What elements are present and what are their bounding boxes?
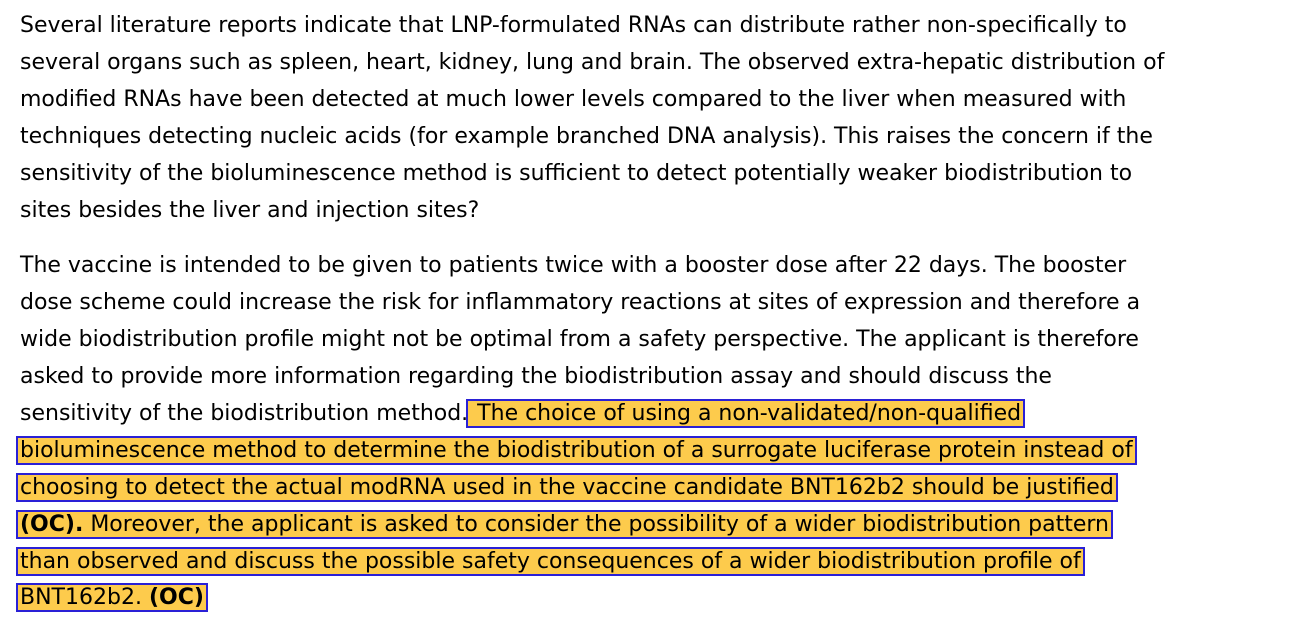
text-line: modified RNAs have been detected at much lower levels compared to the liver when measured with bbox=[20, 87, 1127, 112]
text-line bbox=[18, 550, 1083, 574]
plain-text: sensitivity of the biodistribution method. bbox=[20, 401, 469, 426]
text-line bbox=[18, 586, 206, 610]
highlighted-text: choosing to detect the actual modRNA used in the vaccine candidate BNT162b2 should be justified bbox=[20, 475, 1114, 500]
product-name: BNT162b2. bbox=[20, 585, 142, 610]
text-line bbox=[18, 439, 1135, 463]
highlighted-text: The choice of using a non-validated/non-qualified bbox=[470, 401, 1022, 426]
text-line: The vaccine is intended to be given to patients twice with a booster dose after 22 days. The booster bbox=[20, 253, 1127, 278]
text-line: asked to provide more information regarding the biodistribution assay and should discuss the bbox=[20, 364, 1052, 389]
text-line: sensitivity of the bioluminescence method is sufficient to detect potentially weaker biodistribution to bbox=[20, 161, 1133, 186]
highlighted-text: bioluminescence method to determine the biodistribution of a surrogate luciferase protein instead of bbox=[20, 438, 1133, 463]
text-line: sites besides the liver and injection sites? bbox=[20, 198, 480, 223]
text-line bbox=[18, 476, 1116, 500]
highlighted-text: than observed and discuss the possible safety consequences of a wider biodistribution profile of bbox=[20, 549, 1081, 574]
text-line: wide biodistribution profile might not be optimal from a safety perspective. The applicant is therefore bbox=[20, 327, 1139, 352]
text-line bbox=[18, 513, 1111, 537]
text-line bbox=[20, 402, 1023, 426]
highlighted-text bbox=[18, 512, 1111, 537]
text-line: Several literature reports indicate that LNP-formulated RNAs can distribute rather non-specifically to bbox=[20, 13, 1127, 38]
highlighted-text bbox=[18, 585, 206, 610]
oc-marker: (OC) bbox=[148, 585, 204, 610]
text-line: dose scheme could increase the risk for inflammatory reactions at sites of expression and therefore a bbox=[20, 290, 1141, 315]
oc-marker: (OC). bbox=[20, 512, 84, 537]
highlighted-text-rest: Moreover, the applicant is asked to consider the possibility of a wider biodistribution pattern bbox=[83, 512, 1109, 537]
text-line: techniques detecting nucleic acids (for example branched DNA analysis). This raises the concern if the bbox=[20, 124, 1153, 149]
text-line: several organs such as spleen, heart, kidney, lung and brain. The observed extra-hepatic distribution of bbox=[20, 50, 1165, 75]
